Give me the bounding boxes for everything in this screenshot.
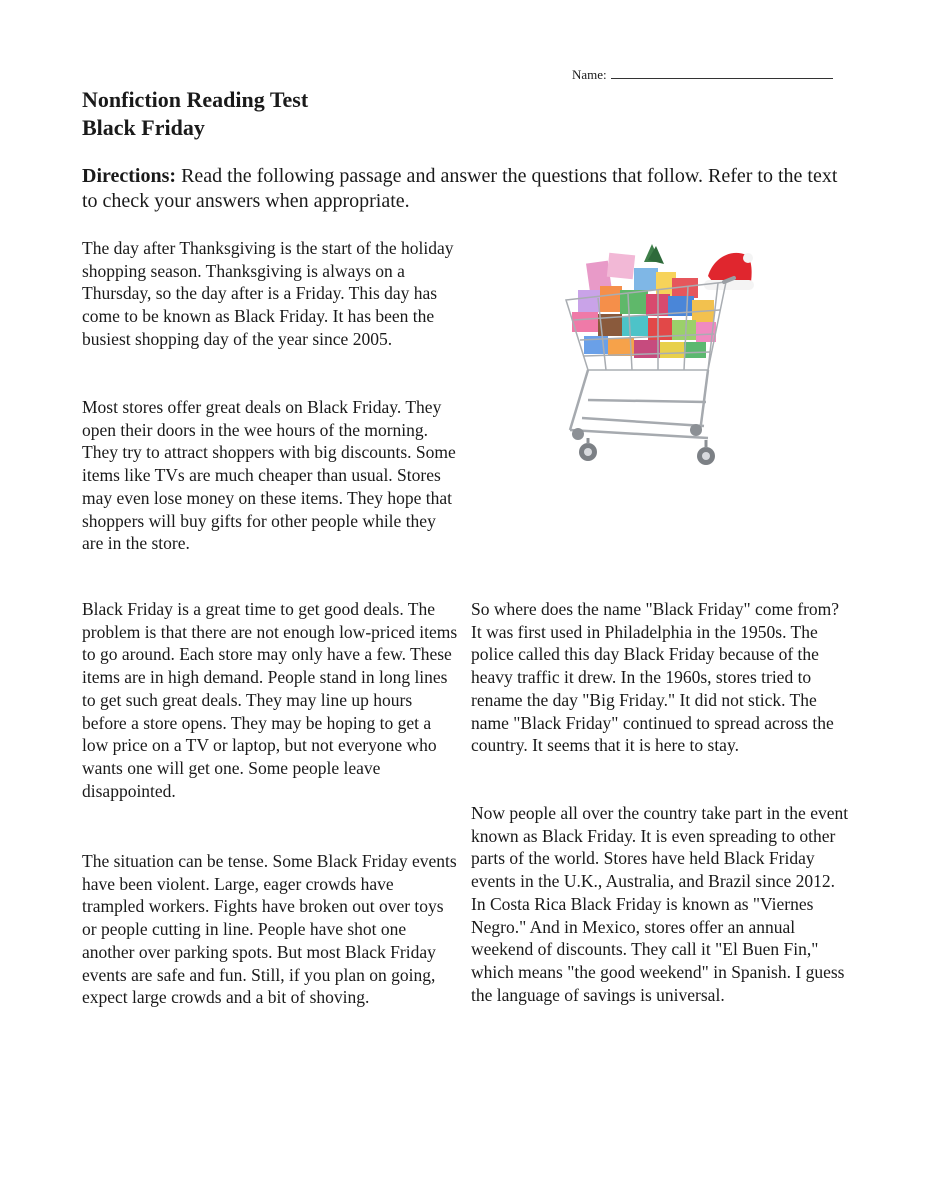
directions-text: Read the following passage and answer the questions that follow. Refer to the text to check your answers when appropriate. <box>82 165 838 212</box>
passage-paragraph-2: Most stores offer great deals on Black Friday. They open their doors in the wee hours of the morning. They try to attract shoppers with big discounts. Some items like TVs are much cheaper than usual. Stores may even lose money on these items. They hope that shoppers will buy gifts for other people while they are in the store. <box>82 397 456 554</box>
cart-chassis <box>570 370 708 438</box>
name-field[interactable] <box>572 67 833 83</box>
directions-label: Directions: <box>82 165 177 187</box>
page-title <box>82 86 308 142</box>
passage-paragraph-3: Black Friday is a great time to get good deals. The problem is that there are not enough low-priced items to go around. Each store may only have a few. These items are in high demand. People stand in long lines to get such great deals. They may line up hours before a store opens. They may be hoping to get a low price on a TV or laptop, but not everyone who wants one will get one. Some people leave disappointed. <box>82 599 458 801</box>
passage-paragraph-5: So where does the name "Black Friday" come from? It was first used in Philadelphia in the 1950s. The police called this day Black Friday because of the heavy traffic it drew. In the 1960s, stores tried to rename the day "Big Friday." It did not stick. The name "Black Friday" continued to spread across the country. It seems that it is here to stay. <box>471 599 840 756</box>
santa-hat <box>704 253 754 290</box>
passage-paragraph-4: The situation can be tense. Some Black Friday events have been violent. Large, eager crowds have trampled workers. Fights have broken out over toys or people cutting in line. People have shot one another over parking spots. But most Black Friday events are safe and fun. Still, if you plan on going, expect large crowds and a bit of shoving. <box>82 851 457 1008</box>
name-label: Name: <box>572 67 607 82</box>
title-line-2: Black Friday <box>82 115 205 140</box>
title-line-1: Nonfiction Reading Test <box>82 87 309 112</box>
passage-paragraph-6: Now people all over the country take part in the event known as Black Friday. It is even spreading to other parts of the world. Stores have held Black Friday events in the U.K., Australia, and Brazil since 2012. In Costa Rica Black Friday is known as "Viernes Negro." And in Mexico, stores offer an annual weekend of discounts. They call it "El Buen Fin," which means "the good weekend" in Spanish. I guess the language of savings is universal. <box>471 803 849 1005</box>
name-blank-line[interactable] <box>611 67 833 79</box>
shopping-cart-with-gifts-icon <box>548 242 763 470</box>
gift-pile <box>572 244 716 358</box>
directions <box>82 164 852 214</box>
passage-paragraph-1: The day after Thanksgiving is the start of the holiday shopping season. Thanksgiving is always on a Thursday, so the day after is a Friday. This day has come to be known as Black Friday. It has been the busiest shopping day of the year since 2005. <box>82 238 454 349</box>
